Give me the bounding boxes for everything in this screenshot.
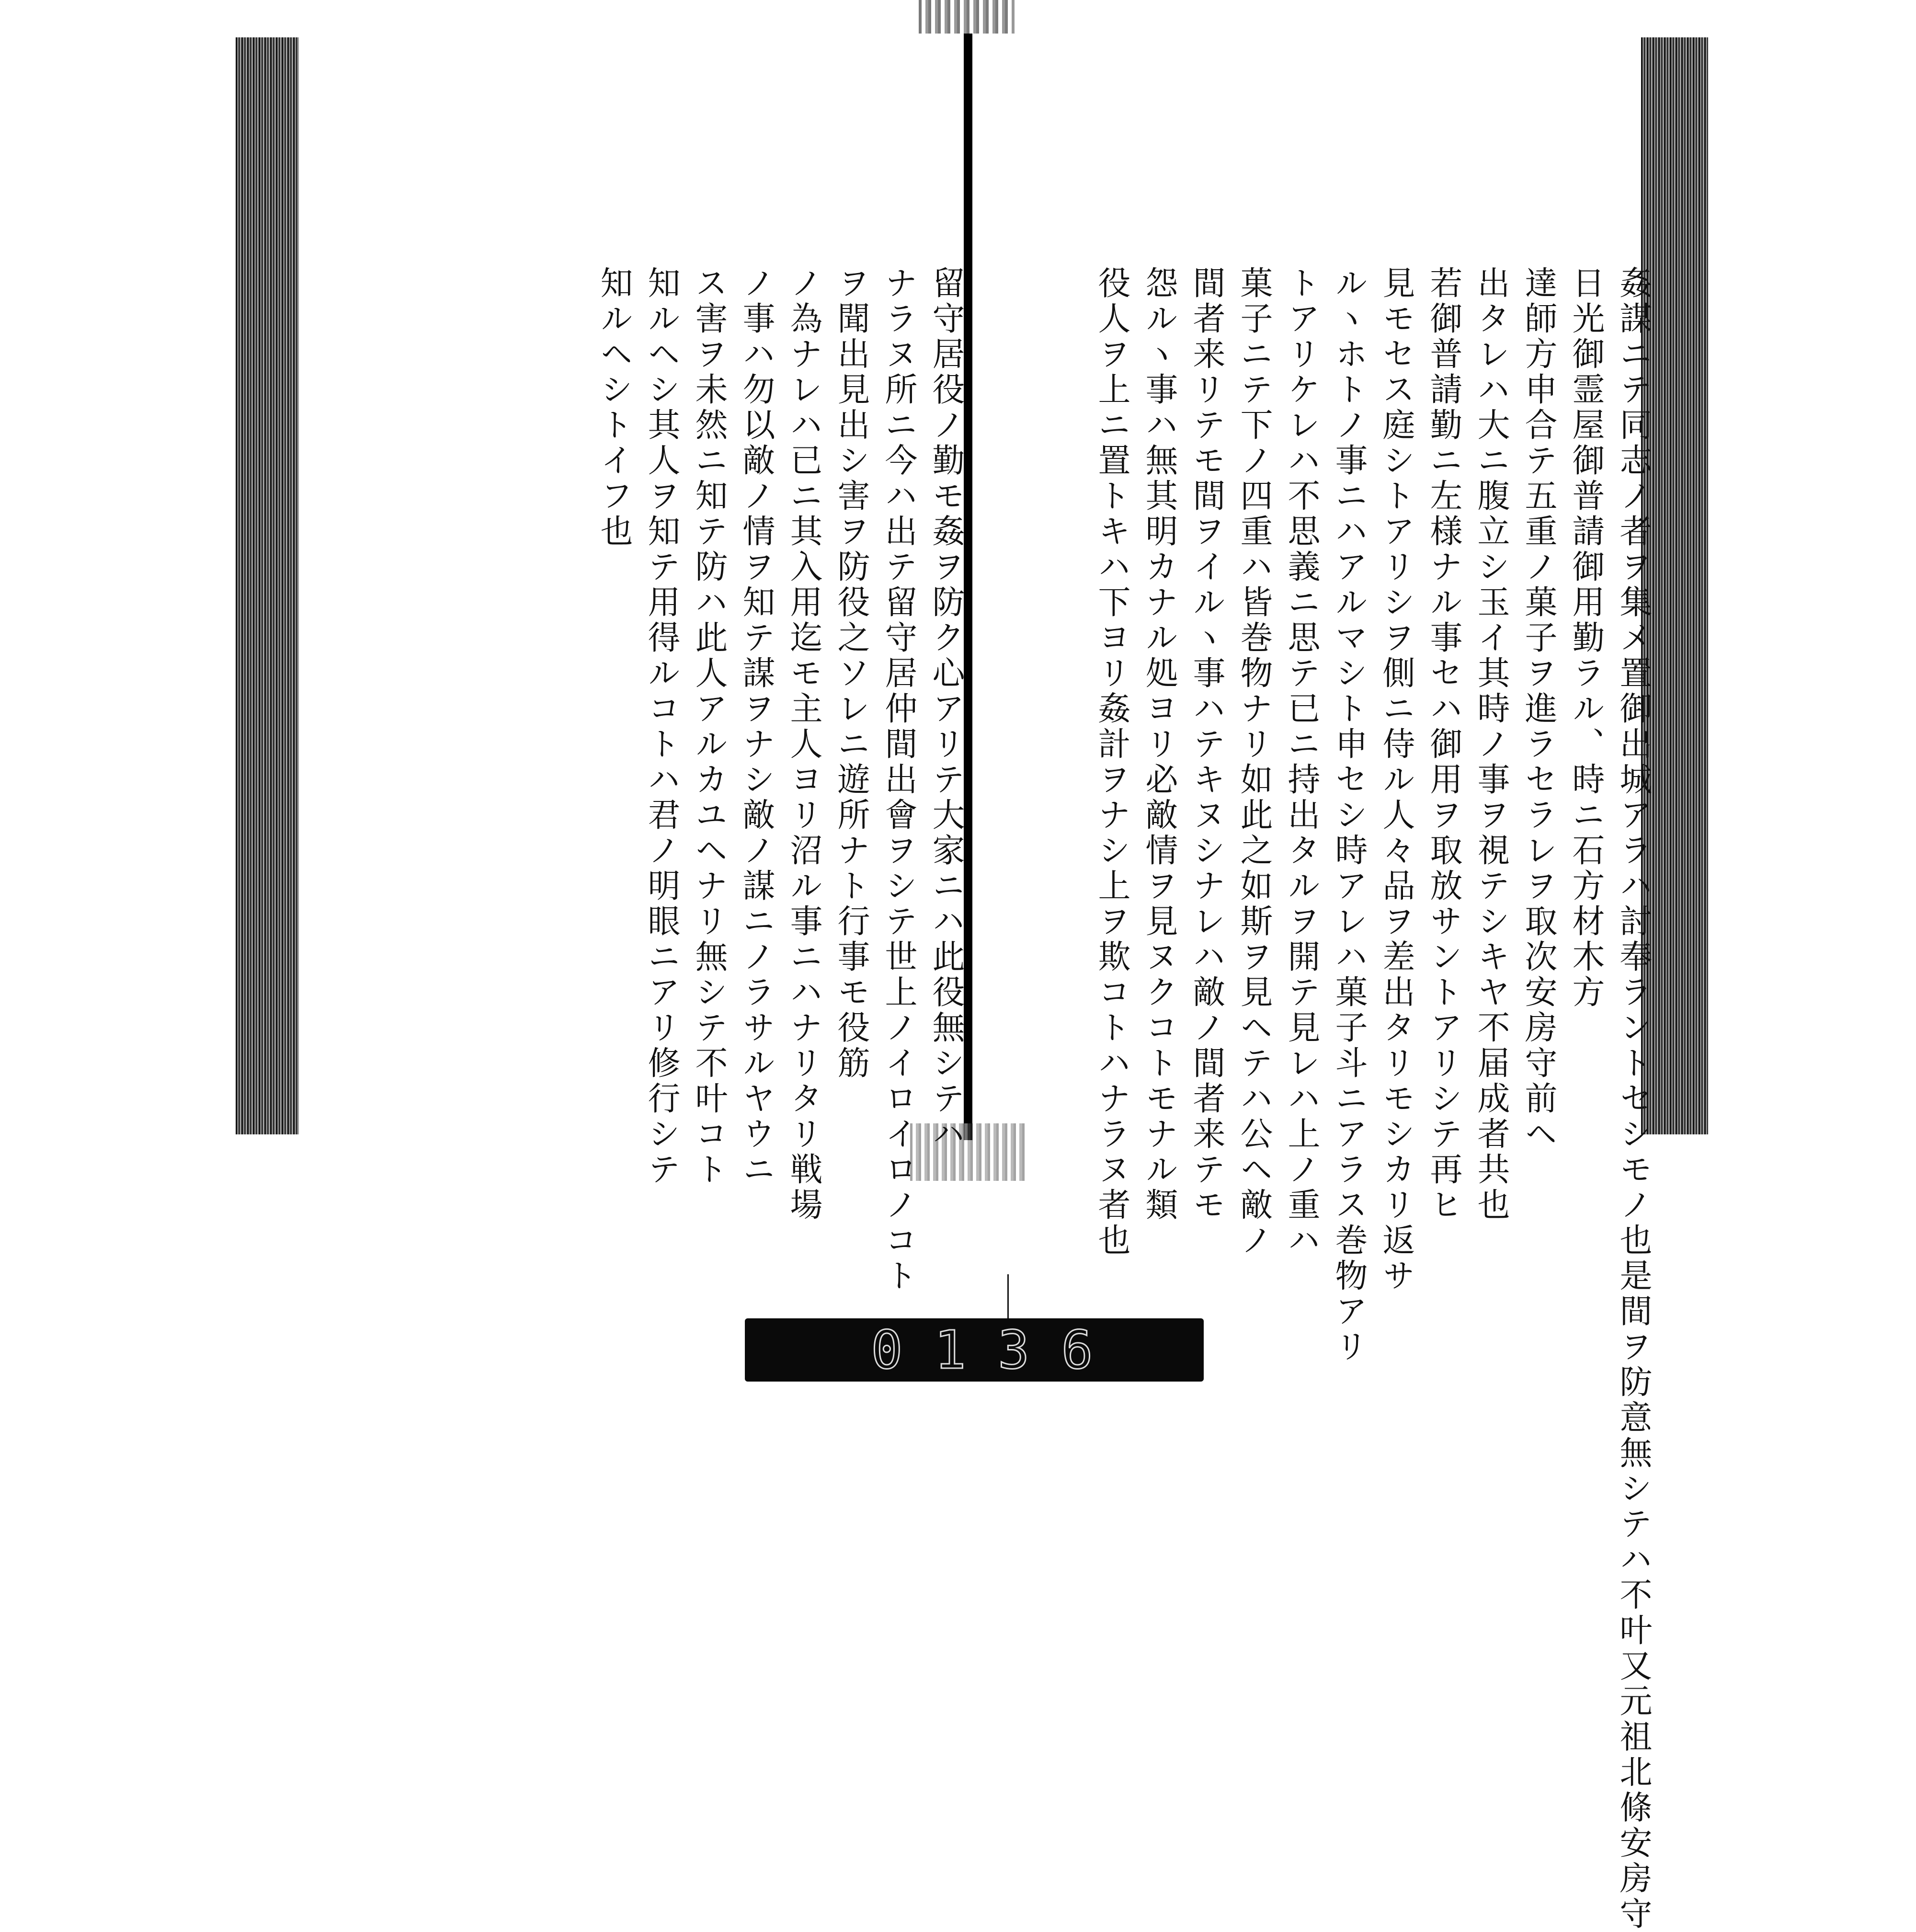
frame-number: 0 1 3 6 bbox=[871, 1319, 1093, 1381]
text-column: トアリケレハ不思義ニ思テ已ニ持出タルヲ開テ見レハ上ノ重ハ bbox=[1282, 266, 1320, 1258]
text-column: ルヽホトノ事ニハアルマシト申セシ時アレハ菓子斗ニアラス巻物アリ bbox=[1330, 266, 1368, 1365]
text-column: 菓子ニテ下ノ四重ハ皆巻物ナリ如此之如斯ヲ見ヘテハ公ヘ敵ノ bbox=[1235, 266, 1273, 1258]
text-column: 留守居役ノ勤モ姦ヲ防ク心アリテ大家ニハ此役無シテハ bbox=[927, 266, 965, 1152]
text-column: 達師方申合テ五重ノ菓子ヲ進ラセラレヲ取次安房守前ヘ bbox=[1519, 266, 1557, 1152]
text-column: ナラヌ所ニ今ハ出テ留守居仲間出會ヲシテ世上ノイロイロノコト bbox=[879, 266, 917, 1294]
text-column: 知ルヘシトイフ也 bbox=[595, 266, 633, 549]
text-column: 姦謀ニテ同志ノ者ヲ集メ置御出城アラハ討奉ラントセシモノ也是間ヲ防意無シテハ不叶又元祖北條安房守 bbox=[1614, 266, 1652, 1932]
text-column: 若御普請勤ニ左様ナル事セハ御用ヲ取放サントアリシテ再ヒ bbox=[1425, 266, 1462, 1223]
left-page-edge bbox=[236, 37, 299, 1134]
text-column: 日光御霊屋御普請御用勤ラル、時ニ石方材木方 bbox=[1567, 266, 1605, 1010]
text-column: 知ルヘシ其人ヲ知テ用得ルコトハ君ノ明眼ニアリ修行シテ bbox=[642, 266, 680, 1188]
text-column: 役人ヲ上ニ置トキハ下ヨリ姦計ヲナシ上ヲ欺コトハナラヌ者也 bbox=[1093, 266, 1130, 1258]
text-column: 間者来リテモ間ヲイルヽ事ハテキヌシナレハ敵ノ間者来テモ bbox=[1187, 266, 1225, 1223]
text-column: 出タレハ大ニ腹立シ玉イ其時ノ事ヲ視テシキヤ不届成者共也 bbox=[1472, 266, 1510, 1223]
text-column: ヲ聞出見出シ害ヲ防役之ソレニ遊所ナト行事モ役筋 bbox=[832, 266, 870, 1081]
text-column: ノ為ナレハ已ニ其入用迄モ主人ヨリ沼ル事ニハナリタリ戦場 bbox=[785, 266, 822, 1223]
text-column: ノ事ハ勿以敵ノ情ヲ知テ謀ヲナシ敵ノ謀ニノラサルヤウニ bbox=[737, 266, 775, 1188]
spine-shadow-top bbox=[919, 0, 1015, 34]
text-column: 見モセス庭シトアリシヲ側ニ侍ル人々品ヲ差出タリモシカリ返サ bbox=[1377, 266, 1415, 1294]
text-column: 怨ルヽ事ハ無其明カナル処ヨリ必敵情ヲ見ヌクコトモナル類 bbox=[1140, 266, 1178, 1223]
frame-tick-mark bbox=[1007, 1274, 1009, 1318]
text-column: ス害ヲ未然ニ知テ防ハ此人アルカユヘナリ無シテ不叶コト bbox=[690, 266, 728, 1188]
